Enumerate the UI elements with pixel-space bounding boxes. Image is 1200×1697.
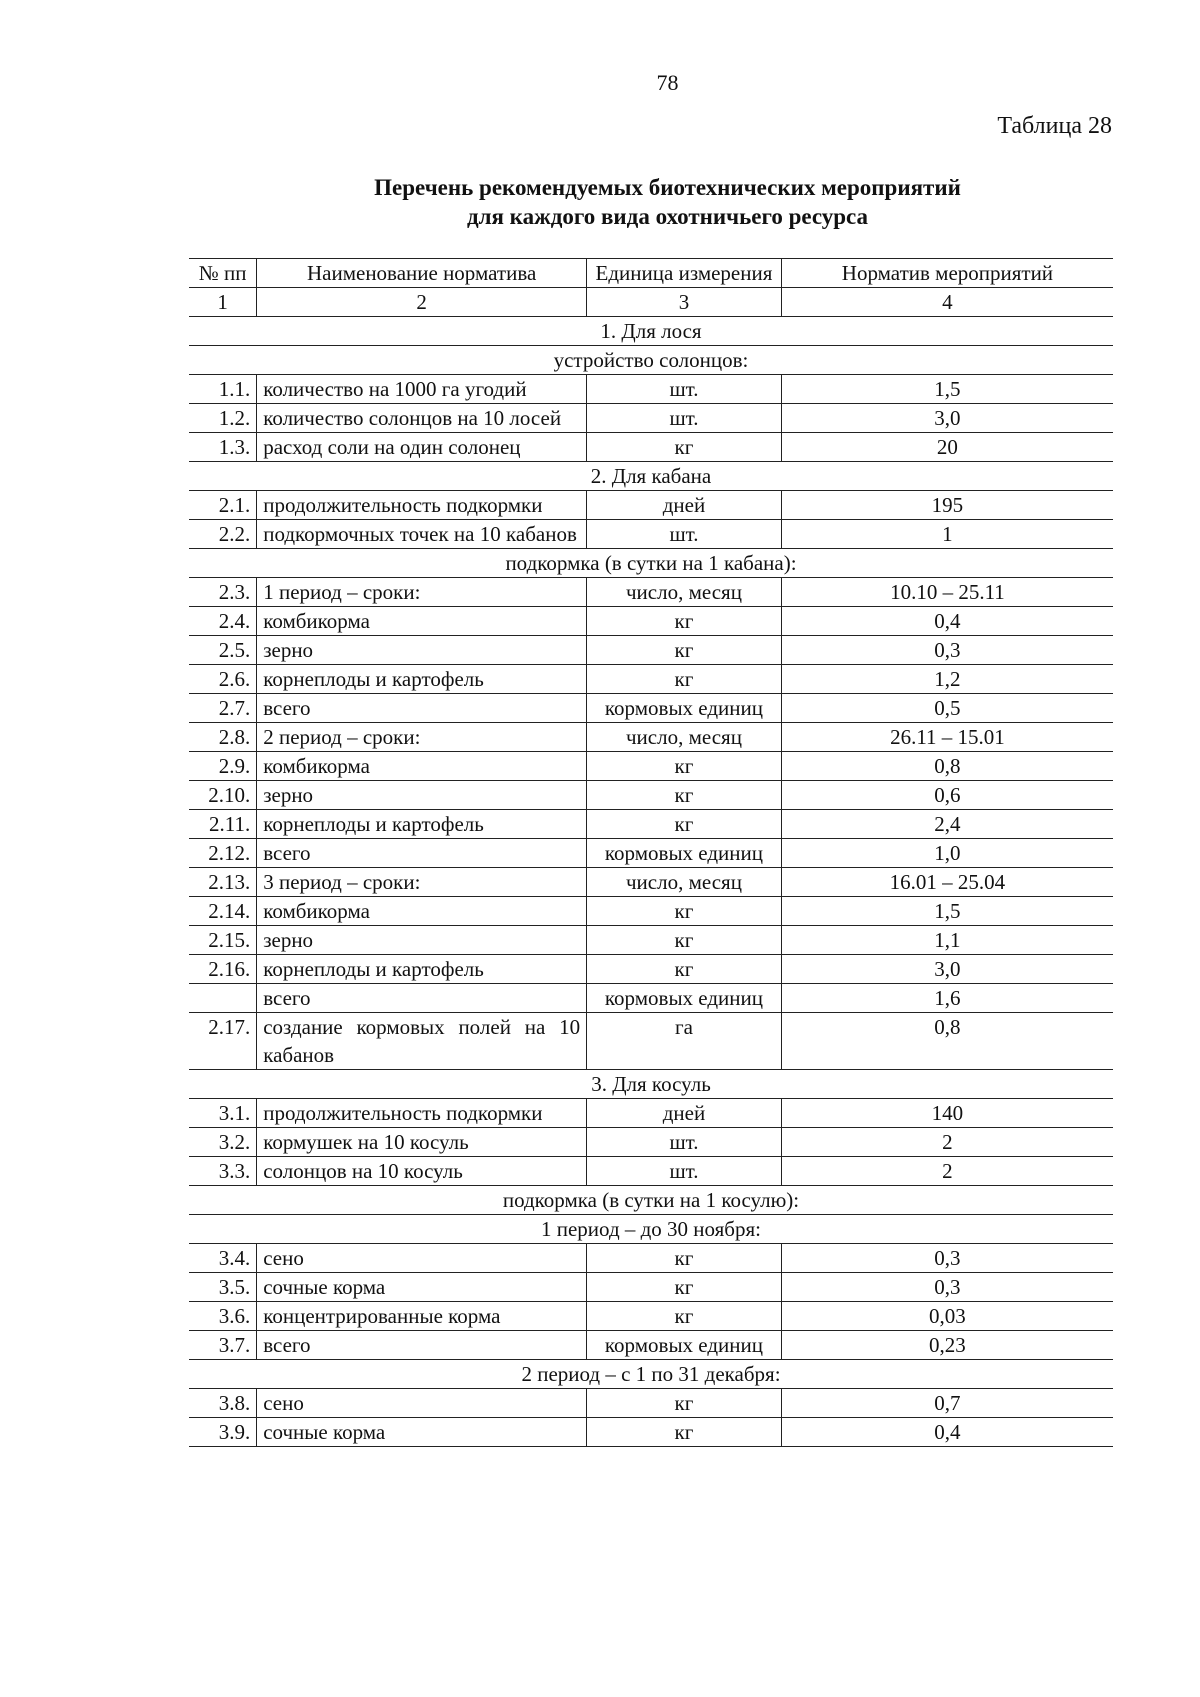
table-row	[189, 1273, 1113, 1302]
column-number-1: 1	[189, 288, 257, 317]
row-number: 3.6.	[189, 1302, 257, 1331]
row-number: 3.2.	[189, 1128, 257, 1157]
document-title	[0, 173, 1200, 231]
row-value: 1,5	[781, 897, 1113, 926]
header-name: Наименование норматива	[257, 259, 587, 288]
row-number: 2.11.	[189, 810, 257, 839]
table-row	[189, 694, 1113, 723]
row-number: 2.13.	[189, 868, 257, 897]
section-heading: 2. Для кабана	[189, 462, 1113, 491]
row-name: зерно	[257, 926, 587, 955]
row-name: всего	[257, 1331, 587, 1360]
table-row	[189, 810, 1113, 839]
row-number: 3.7.	[189, 1331, 257, 1360]
row-name: солонцов на 10 косуль	[257, 1157, 587, 1186]
table-row	[189, 665, 1113, 694]
section-heading-row	[189, 317, 1113, 346]
row-unit: число, месяц	[587, 578, 782, 607]
table-row	[189, 1128, 1113, 1157]
table-row	[189, 1013, 1113, 1070]
row-number: 2.17.	[189, 1013, 257, 1070]
table-row	[189, 897, 1113, 926]
table-row	[189, 926, 1113, 955]
row-name: количество солонцов на 10 лосей	[257, 404, 587, 433]
row-name: зерно	[257, 781, 587, 810]
row-unit: кормовых единиц	[587, 1331, 782, 1360]
table-row	[189, 433, 1113, 462]
row-number: 2.15.	[189, 926, 257, 955]
row-value: 2	[781, 1128, 1113, 1157]
subsection-heading: подкормка (в сутки на 1 косулю):	[189, 1186, 1113, 1215]
column-number-4: 4	[781, 288, 1113, 317]
row-unit: дней	[587, 491, 782, 520]
row-name: корнеплоды и картофель	[257, 665, 587, 694]
row-number: 2.12.	[189, 839, 257, 868]
table-row	[189, 520, 1113, 549]
table-row	[189, 491, 1113, 520]
row-name: комбикорма	[257, 897, 587, 926]
row-unit: кг	[587, 955, 782, 984]
subsection-heading: 1 период – до 30 ноября:	[189, 1215, 1113, 1244]
row-value: 2,4	[781, 810, 1113, 839]
row-unit: кг	[587, 810, 782, 839]
row-value: 3,0	[781, 955, 1113, 984]
row-value: 0,5	[781, 694, 1113, 723]
table-row	[189, 955, 1113, 984]
row-number: 2.10.	[189, 781, 257, 810]
subsection-heading: 2 период – с 1 по 31 декабря:	[189, 1360, 1113, 1389]
row-value: 1	[781, 520, 1113, 549]
table-row	[189, 1244, 1113, 1273]
row-number: 3.1.	[189, 1099, 257, 1128]
row-number: 1.2.	[189, 404, 257, 433]
column-numbers-row	[189, 288, 1113, 317]
table-row	[189, 1157, 1113, 1186]
row-number: 3.4.	[189, 1244, 257, 1273]
row-name: всего	[257, 694, 587, 723]
row-number: 1.3.	[189, 433, 257, 462]
row-unit: кормовых единиц	[587, 839, 782, 868]
row-value: 20	[781, 433, 1113, 462]
row-value: 140	[781, 1099, 1113, 1128]
row-number: 3.5.	[189, 1273, 257, 1302]
row-number: 2.2.	[189, 520, 257, 549]
row-value: 0,4	[781, 607, 1113, 636]
column-number-3: 3	[587, 288, 782, 317]
row-number: 2.6.	[189, 665, 257, 694]
row-unit: шт.	[587, 404, 782, 433]
row-number: 2.16.	[189, 955, 257, 984]
row-number: 1.1.	[189, 375, 257, 404]
row-name: корнеплоды и картофель	[257, 810, 587, 839]
row-value: 0,3	[781, 636, 1113, 665]
row-value: 1,5	[781, 375, 1113, 404]
row-number: 3.3.	[189, 1157, 257, 1186]
row-unit: кг	[587, 1389, 782, 1418]
row-value: 1,0	[781, 839, 1113, 868]
row-value: 0,8	[781, 752, 1113, 781]
table-row	[189, 1418, 1113, 1447]
title-line-1: Перечень рекомендуемых биотехнических мероприятий	[374, 175, 961, 200]
header-value: Норматив мероприятий	[781, 259, 1113, 288]
row-name: всего	[257, 984, 587, 1013]
table-row	[189, 984, 1113, 1013]
table-row	[189, 607, 1113, 636]
row-name: корнеплоды и картофель	[257, 955, 587, 984]
row-unit: кг	[587, 752, 782, 781]
row-value: 0,03	[781, 1302, 1113, 1331]
row-value: 0,8	[781, 1013, 1113, 1070]
row-unit: шт.	[587, 1128, 782, 1157]
subsection-heading-row	[189, 1186, 1113, 1215]
row-value: 0,4	[781, 1418, 1113, 1447]
row-unit: кг	[587, 781, 782, 810]
row-name: сено	[257, 1244, 587, 1273]
row-unit: кг	[587, 1302, 782, 1331]
row-number: 2.1.	[189, 491, 257, 520]
table-row	[189, 752, 1113, 781]
row-name: 3 период – сроки:	[257, 868, 587, 897]
table-row	[189, 578, 1113, 607]
title-line-2: для каждого вида охотничьего ресурса	[466, 204, 869, 229]
subsection-heading-row	[189, 549, 1113, 578]
row-value: 1,2	[781, 665, 1113, 694]
row-value: 10.10 – 25.11	[781, 578, 1113, 607]
row-value: 2	[781, 1157, 1113, 1186]
table-row	[189, 1302, 1113, 1331]
row-name: кормушек на 10 косуль	[257, 1128, 587, 1157]
row-name: расход соли на один солонец	[257, 433, 587, 462]
row-number: 3.9.	[189, 1418, 257, 1447]
table-row	[189, 781, 1113, 810]
row-unit: кг	[587, 1273, 782, 1302]
row-name: сено	[257, 1389, 587, 1418]
row-value: 1,6	[781, 984, 1113, 1013]
row-value: 16.01 – 25.04	[781, 868, 1113, 897]
column-number-2: 2	[257, 288, 587, 317]
table-row	[189, 868, 1113, 897]
row-value: 0,6	[781, 781, 1113, 810]
row-name: всего	[257, 839, 587, 868]
row-unit: кг	[587, 1244, 782, 1273]
row-value: 195	[781, 491, 1113, 520]
row-value: 0,3	[781, 1273, 1113, 1302]
row-unit: шт.	[587, 520, 782, 549]
row-unit: кг	[587, 665, 782, 694]
row-unit: кормовых единиц	[587, 984, 782, 1013]
row-unit: кг	[587, 926, 782, 955]
row-unit: число, месяц	[587, 723, 782, 752]
header-num: № пп	[189, 259, 257, 288]
section-heading-row	[189, 1070, 1113, 1099]
row-unit: кг	[587, 1418, 782, 1447]
row-unit: шт.	[587, 1157, 782, 1186]
header-unit: Единица измерения	[587, 259, 782, 288]
row-name-text: создание кормовых полей на 10 кабанов	[263, 1015, 581, 1067]
row-unit: кг	[587, 897, 782, 926]
section-heading-row	[189, 462, 1113, 491]
row-unit: кг	[587, 607, 782, 636]
row-value: 0,7	[781, 1389, 1113, 1418]
row-value: 0,23	[781, 1331, 1113, 1360]
row-number: 2.3.	[189, 578, 257, 607]
row-unit: дней	[587, 1099, 782, 1128]
table-row	[189, 723, 1113, 752]
row-name: концентрированные корма	[257, 1302, 587, 1331]
row-name: зерно	[257, 636, 587, 665]
row-name: комбикорма	[257, 607, 587, 636]
table-row	[189, 1099, 1113, 1128]
row-value: 0,3	[781, 1244, 1113, 1273]
row-number: 2.5.	[189, 636, 257, 665]
row-value: 26.11 – 15.01	[781, 723, 1113, 752]
row-number: 2.7.	[189, 694, 257, 723]
row-unit: число, месяц	[587, 868, 782, 897]
table-header-row	[189, 259, 1113, 288]
row-number	[189, 984, 257, 1013]
row-name	[257, 1013, 587, 1070]
row-unit: кг	[587, 636, 782, 665]
section-heading: 3. Для косуль	[189, 1070, 1113, 1099]
norms-table-body	[189, 259, 1113, 1447]
table-row	[189, 1331, 1113, 1360]
row-name: 2 период – сроки:	[257, 723, 587, 752]
table-row	[189, 636, 1113, 665]
row-name: комбикорма	[257, 752, 587, 781]
row-unit: шт.	[587, 375, 782, 404]
row-name: количество на 1000 га угодий	[257, 375, 587, 404]
table-row	[189, 1389, 1113, 1418]
norms-table	[189, 258, 1113, 1447]
row-unit: кг	[587, 433, 782, 462]
page-number: 78	[656, 70, 679, 95]
section-heading: 1. Для лося	[189, 317, 1113, 346]
row-name: подкормочных точек на 10 кабанов	[257, 520, 587, 549]
table-row	[189, 839, 1113, 868]
row-number: 3.8.	[189, 1389, 257, 1418]
row-number: 2.14.	[189, 897, 257, 926]
row-name: сочные корма	[257, 1273, 587, 1302]
row-unit: га	[587, 1013, 782, 1070]
table-row	[189, 404, 1113, 433]
row-number: 2.4.	[189, 607, 257, 636]
row-unit: кормовых единиц	[587, 694, 782, 723]
row-name: сочные корма	[257, 1418, 587, 1447]
subsection-heading: подкормка (в сутки на 1 кабана):	[189, 549, 1113, 578]
row-value: 3,0	[781, 404, 1113, 433]
subsection-heading: устройство солонцов:	[189, 346, 1113, 375]
table-label: Таблица 28	[997, 113, 1112, 139]
table-row	[189, 375, 1113, 404]
row-number: 2.8.	[189, 723, 257, 752]
subsection-heading-row	[189, 1215, 1113, 1244]
row-value: 1,1	[781, 926, 1113, 955]
row-name: продолжительность подкормки	[257, 491, 587, 520]
row-number: 2.9.	[189, 752, 257, 781]
row-name: продолжительность подкормки	[257, 1099, 587, 1128]
subsection-heading-row	[189, 346, 1113, 375]
row-name: 1 период – сроки:	[257, 578, 587, 607]
subsection-heading-row	[189, 1360, 1113, 1389]
